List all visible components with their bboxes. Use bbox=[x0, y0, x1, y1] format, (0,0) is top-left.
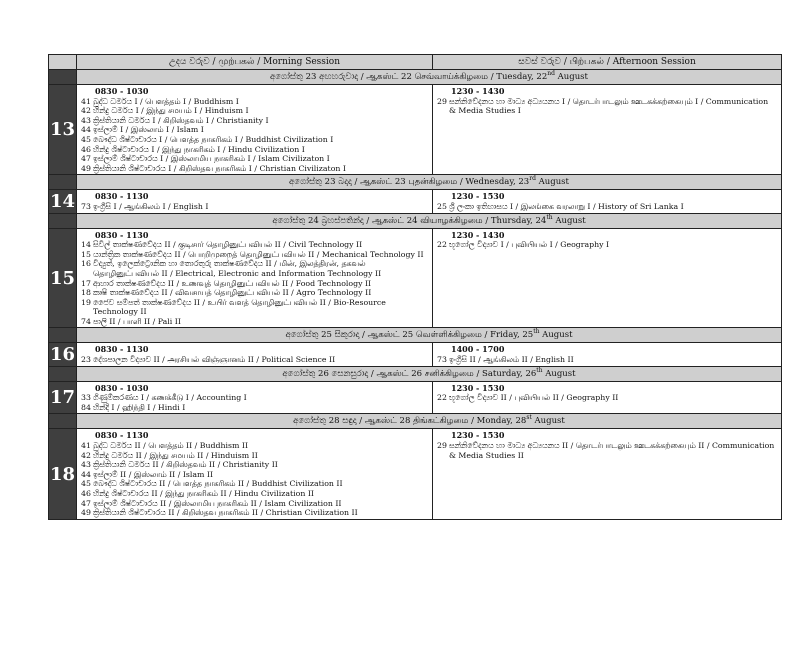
subject-name: ඉස්ලාම් I / இஸ்லாம் I / Islam I bbox=[93, 125, 204, 135]
day-number: 13 bbox=[49, 85, 77, 175]
subject-code: 43 bbox=[81, 115, 91, 125]
subject-name: ක්‍රිස්තියානි ශිෂ්ටාචාරය II / கிறிஸ்தவ நாகரிகம் II / Christian Civilization II bbox=[93, 508, 358, 518]
header-corner bbox=[49, 55, 77, 70]
subject-item bbox=[81, 298, 428, 317]
subject-name: ක්‍රිස්තියානි ධර්මය I / கிறிஸ்தவம் I / Christianity I bbox=[93, 115, 269, 125]
subject-name: බුද්ධ ධර්මය I / பௌத்தம் I / Buddhism I bbox=[93, 96, 239, 106]
subject-code: 44 bbox=[81, 469, 91, 479]
date-row bbox=[49, 213, 782, 228]
subject-name: ගිණුම්කරණය I / கணக்கீடு I / Accounting I bbox=[93, 393, 247, 403]
subject-item bbox=[437, 240, 777, 250]
subject-code: 46 bbox=[81, 144, 91, 154]
afternoon-slot bbox=[433, 190, 782, 213]
subject-item bbox=[81, 499, 428, 509]
exam-date-ordinal: nd bbox=[547, 70, 555, 78]
session-header-row bbox=[49, 55, 782, 70]
exam-date-month: August bbox=[535, 177, 569, 188]
afternoon-time: 1400 - 1700 bbox=[451, 344, 505, 355]
afternoon-slot bbox=[433, 85, 782, 175]
afternoon-time: 1230 - 1530 bbox=[451, 382, 505, 393]
exam-date bbox=[77, 366, 782, 381]
subject-item bbox=[81, 451, 428, 461]
afternoon-time: 1230 - 1530 bbox=[451, 430, 505, 441]
subject-name: ආහාර තාක්ෂණවේදය II / உணவுத் தொழினுட்பவியல் II / Food Technology II bbox=[93, 278, 372, 288]
subject-code: 16 bbox=[81, 259, 91, 269]
subject-code: 17 bbox=[81, 278, 91, 288]
subject-code: 73 bbox=[437, 355, 447, 365]
exam-date-text: අගෝස්තු 28 සඳුදා / ஆகஸ்ட் 28 திங்கட்கிழமை / Monday, 28 bbox=[293, 416, 527, 427]
timetable-body bbox=[49, 70, 782, 520]
subject-item bbox=[81, 259, 428, 278]
date-row bbox=[49, 414, 782, 429]
subject-row bbox=[49, 228, 782, 328]
subject-name: ජෛව සම්පත් තාක්ෂණවේදය II / உயிர் வளத் தொழினுட்பவியல் II / Bio-Resource Technology II bbox=[93, 297, 386, 317]
subject-item bbox=[437, 355, 777, 365]
subject-name: කෘෂි තාක්ෂණවේදය II / விவசாயத் தொழினுட்பவியல் II / Agro Technology II bbox=[93, 288, 372, 298]
subject-name: හින්දු ධර්මය I / இந்து சமயம் I / Hinduism I bbox=[93, 106, 249, 116]
subject-name: ඉංග්‍රීසි II / ஆங்கிலம் II / English II bbox=[449, 355, 574, 365]
exam-date-text: අගෝස්තු 24 බ්‍රහස්පතින්දා / ஆகஸ்ட் 24 வியாழக்கிழமை / Thursday, 24 bbox=[272, 215, 547, 226]
subject-code: 49 bbox=[81, 163, 91, 173]
exam-date-text: අගෝස්තු 23 බදාදා / ஆகஸ்ட் 23 புதன்கிழமை / Wednesday, 23 bbox=[289, 177, 530, 188]
subject-code: 41 bbox=[81, 96, 91, 106]
subject-code: 18 bbox=[81, 288, 91, 298]
exam-date-ordinal: th bbox=[546, 213, 553, 221]
morning-slot bbox=[77, 381, 433, 414]
subject-code: 15 bbox=[81, 249, 91, 259]
subject-name: හින්දි I / ஹிந்தி I / Hindi I bbox=[93, 402, 186, 412]
subject-name: හින්දු ධර්මය II / இந்து சமயம் II / Hinduism II bbox=[93, 450, 258, 460]
afternoon-time: 1230 - 1430 bbox=[451, 86, 505, 96]
afternoon-slot bbox=[433, 429, 782, 519]
date-row bbox=[49, 366, 782, 381]
subject-item bbox=[81, 202, 428, 212]
date-row-marker bbox=[49, 70, 77, 85]
subject-code: 22 bbox=[437, 393, 447, 403]
exam-date-text: අගෝස්තු 25 සිකුරාදා / ஆகஸ்ட் 25 வெள்ளிக்கிழமை / Friday, 25 bbox=[285, 330, 534, 341]
afternoon-time: 1230 - 1530 bbox=[451, 191, 505, 202]
subject-name: භූගෝල විද්‍යාව I / புவியியல் I / Geography I bbox=[449, 240, 610, 250]
subject-name: පාලි II / பாளி II / Pali II bbox=[93, 316, 181, 326]
subject-code: 29 bbox=[437, 441, 447, 451]
exam-date-ordinal: th bbox=[533, 328, 540, 336]
morning-slot bbox=[77, 85, 433, 175]
subject-item bbox=[81, 355, 428, 365]
subject-item bbox=[81, 106, 428, 116]
subject-code: 25 bbox=[437, 201, 447, 211]
exam-date-text: අගෝස්තු 23 අඟහරුවාදා / ஆகஸ்ட் 22 செவ்வாய்க்கிழமை / Tuesday, 22 bbox=[270, 72, 548, 82]
exam-date-month: August bbox=[552, 215, 586, 226]
exam-timetable bbox=[48, 54, 782, 520]
subject-name: බුද්ධ ධර්මය II / பௌத்தம் II / Buddhism II bbox=[93, 441, 249, 451]
subject-name: භූගෝල විද්‍යාව II / புவியியல் II / Geography II bbox=[449, 393, 619, 403]
day-number: 16 bbox=[49, 344, 76, 366]
subject-code: 73 bbox=[81, 201, 91, 211]
subject-code: 22 bbox=[437, 240, 447, 250]
date-row bbox=[49, 70, 782, 85]
morning-time: 0830 - 1030 bbox=[95, 86, 149, 96]
date-row-marker bbox=[49, 213, 77, 228]
date-row-marker bbox=[49, 328, 77, 343]
subject-item bbox=[81, 393, 428, 403]
subject-code: 43 bbox=[81, 460, 91, 470]
subject-name: ක්‍රිස්තියානි ධර්මය II / கிறிஸ்தவம் II / Christianity II bbox=[93, 460, 278, 470]
subject-code: 49 bbox=[81, 508, 91, 518]
subject-code: 33 bbox=[81, 393, 91, 403]
subject-row bbox=[49, 190, 782, 213]
subject-item bbox=[437, 393, 777, 403]
subject-item bbox=[81, 460, 428, 470]
subject-row bbox=[49, 343, 782, 366]
exam-date-ordinal: th bbox=[536, 366, 543, 374]
subject-item bbox=[81, 317, 428, 327]
subject-row bbox=[49, 429, 782, 519]
date-row-marker bbox=[49, 175, 77, 190]
exam-date-month: August bbox=[554, 72, 588, 82]
subject-name: ඉස්ලාම් ශිෂ්ටාචාරය I / இஸ்லாமிய நாகரிகம் I / Islam Civilizaton I bbox=[93, 154, 330, 164]
subject-code: 74 bbox=[81, 316, 91, 326]
exam-date-ordinal: rd bbox=[529, 175, 536, 183]
subject-name: ඉස්ලාම් II / இஸ்லாம் II / Islam II bbox=[93, 469, 214, 479]
date-row bbox=[49, 175, 782, 190]
morning-time: 0830 - 1130 bbox=[95, 229, 149, 240]
afternoon-session-header: සවස් වරුව / பிற்பகல் / Afternoon Session bbox=[433, 55, 782, 70]
subject-item bbox=[437, 202, 777, 212]
subject-item bbox=[81, 508, 428, 518]
afternoon-time: 1230 - 1430 bbox=[451, 229, 505, 240]
subject-item bbox=[81, 403, 428, 413]
morning-slot bbox=[77, 429, 433, 519]
subject-item bbox=[81, 250, 428, 260]
subject-name: යාන්ත්‍රික තාක්ෂණවේදය II / பொறிமுறைத் தொழினுட்பவியல் II / Mechanical Technology II bbox=[93, 249, 424, 259]
subject-item bbox=[81, 288, 428, 298]
day-number: 14 bbox=[49, 190, 76, 212]
subject-code: 29 bbox=[437, 96, 447, 106]
subject-item bbox=[81, 116, 428, 126]
subject-code: 44 bbox=[81, 125, 91, 135]
subject-name: ශ්‍රී ලංකා ඉතිහාසය I / இலங்கை வரலாறு I / History of Sri Lanka I bbox=[449, 201, 684, 211]
morning-time: 0830 - 1130 bbox=[95, 344, 149, 355]
date-row bbox=[49, 328, 782, 343]
subject-code: 84 bbox=[81, 402, 91, 412]
subject-name: බෞද්ධ ශිෂ්ටාචාරය II / பௌத்த நாகரிகம் II / Buddhist Civilization II bbox=[93, 479, 343, 489]
subject-name: විද්‍යුත්, ඉලෙක්ට්‍රොනික හා තොරතුරු තාක්ෂණවේදය II / மின், இலத்திரன், தகவல் தொழினுட்பவியல் II / Electrical, Electronic and Information Technology II bbox=[93, 259, 382, 278]
subject-name: ක්‍රිස්තියානි ශිෂ්ටාචාරය I / கிறிஸ்தவ நாகரிகம் I / Christian Civilizaton I bbox=[93, 163, 346, 173]
day-number: 18 bbox=[49, 429, 77, 519]
subject-code: 42 bbox=[81, 106, 91, 116]
subject-name: ඉස්ලාම් ශිෂ්ටාචාරය II / இஸ்லாமிய நாகரிகம் II / Islam Civilization II bbox=[93, 498, 342, 508]
subject-name: හින්දු ශිෂ්ටාචාරය II / இந்து நாகரிகம் II / Hindu Civilization II bbox=[93, 489, 315, 498]
afternoon-slot bbox=[433, 381, 782, 414]
subject-item bbox=[437, 97, 777, 116]
subject-item bbox=[81, 441, 428, 451]
subject-name: සිවිල් තාක්ෂණවේදය II / குடிசார் தொழினுட்பவியல் II / Civil Technology II bbox=[93, 240, 363, 250]
subject-item bbox=[81, 125, 428, 135]
subject-row bbox=[49, 85, 782, 175]
subject-code: 46 bbox=[81, 489, 91, 498]
exam-date-month: August bbox=[539, 330, 573, 341]
subject-name: සන්නිවේදනය හා මාධ්‍ය අධ්‍යයනය I / தொடர்பாடலும் ஊடகக்கற்கையும் I / Communication & Media Studies I bbox=[449, 96, 769, 116]
subject-item bbox=[437, 441, 777, 460]
subject-code: 23 bbox=[81, 355, 91, 365]
subject-code: 47 bbox=[81, 154, 91, 164]
subject-code: 47 bbox=[81, 498, 91, 508]
subject-name: දේශපාලන විද්‍යාව II / அரசியல் விஞ்ஞானம் II / Political Science II bbox=[93, 355, 336, 365]
morning-slot bbox=[77, 190, 433, 213]
subject-item bbox=[81, 164, 428, 174]
subject-item bbox=[81, 145, 428, 155]
exam-date bbox=[77, 175, 782, 190]
subject-item bbox=[81, 154, 428, 164]
morning-time: 0830 - 1130 bbox=[95, 191, 149, 202]
morning-slot bbox=[77, 228, 433, 328]
morning-time: 0830 - 1030 bbox=[95, 382, 149, 393]
subject-code: 45 bbox=[81, 134, 91, 144]
subject-item bbox=[81, 240, 428, 250]
morning-time: 0830 - 1130 bbox=[95, 430, 149, 441]
exam-date bbox=[77, 414, 782, 429]
exam-date bbox=[77, 70, 782, 85]
subject-item bbox=[81, 489, 428, 499]
exam-date-ordinal: st bbox=[526, 414, 532, 422]
subject-code: 45 bbox=[81, 479, 91, 489]
exam-date-month: August bbox=[531, 416, 565, 427]
afternoon-slot bbox=[433, 343, 782, 366]
exam-date-month: August bbox=[542, 368, 576, 379]
subject-code: 19 bbox=[81, 297, 91, 307]
morning-slot bbox=[77, 343, 433, 366]
subject-item bbox=[81, 279, 428, 289]
subject-name: හින්දු ශිෂ්ටාචාරය I / இந்து நாகரிகம் I / Hindu Civilization I bbox=[93, 144, 305, 154]
subject-name: සන්නිවේදනය හා මාධ්‍ය අධ්‍යයනය II / தொடர்பாடலும் ஊடகக்கற்கையும் II / Communication & Media Studies II bbox=[449, 441, 775, 460]
date-row-marker bbox=[49, 414, 77, 429]
exam-date-text: අගෝස්තු 26 සෙනසුරාදා / ஆகஸ்ட் 26 சனிக்கிழமை / Saturday, 26 bbox=[282, 368, 537, 379]
subject-code: 14 bbox=[81, 240, 91, 250]
day-number: 15 bbox=[49, 228, 77, 328]
exam-date bbox=[77, 328, 782, 343]
day-number: 17 bbox=[49, 381, 77, 414]
subject-name: බෞද්ධ ශිෂ්ටාචාරය I / பௌத்த நாகரிகம் I / Buddhist Civilization I bbox=[93, 134, 334, 144]
morning-session-header: උදය වරුව / முற்பகல் / Morning Session bbox=[77, 55, 433, 70]
subject-row bbox=[49, 381, 782, 414]
subject-item bbox=[81, 479, 428, 489]
subject-item bbox=[81, 97, 428, 107]
subject-code: 41 bbox=[81, 441, 91, 451]
date-row-marker bbox=[49, 366, 77, 381]
afternoon-slot bbox=[433, 228, 782, 328]
subject-code: 42 bbox=[81, 450, 91, 460]
subject-name: ඉංග්‍රීසි I / ஆங்கிலம் I / English I bbox=[93, 201, 209, 211]
subject-item bbox=[81, 470, 428, 480]
subject-item bbox=[81, 135, 428, 145]
exam-date bbox=[77, 213, 782, 228]
